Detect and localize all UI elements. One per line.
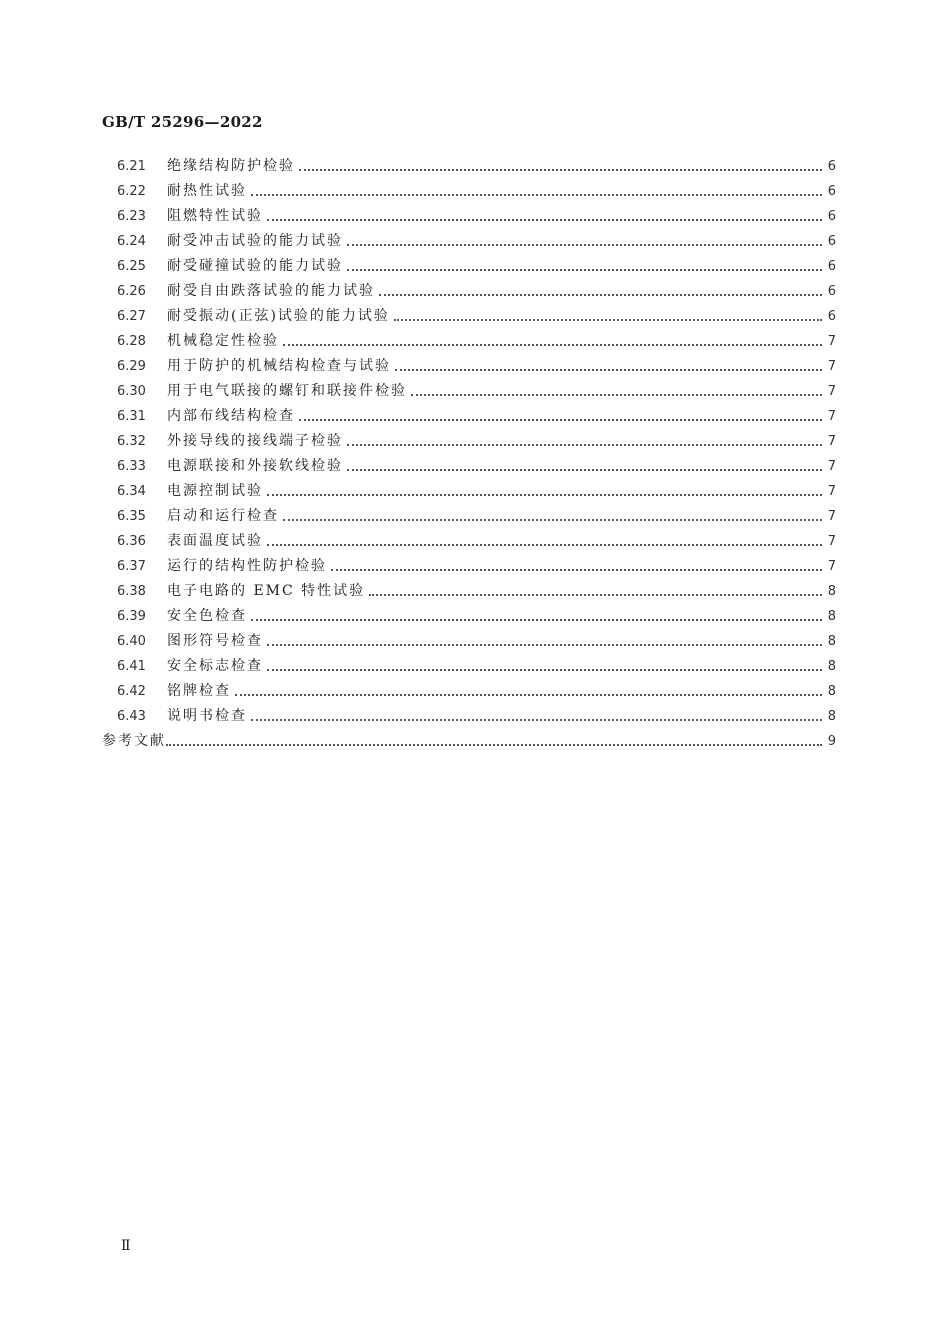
- toc-entry-title: 电源控制试验: [167, 483, 263, 499]
- toc-entry-bibliography[interactable]: [102, 729, 836, 754]
- toc-entry-number: 6.33: [117, 459, 146, 474]
- dot-leader: [331, 568, 822, 571]
- toc-entry[interactable]: [117, 229, 836, 254]
- toc-entry[interactable]: [117, 279, 836, 304]
- toc-entry[interactable]: [117, 429, 836, 454]
- toc-entry-title: 耐热性试验: [167, 183, 247, 199]
- toc-entry-title: 参考文献: [102, 733, 166, 749]
- toc-entry-number: 6.42: [117, 684, 146, 699]
- toc-entry-number: 6.24: [117, 234, 146, 249]
- dot-leader: [347, 443, 822, 446]
- toc-entry-number: 6.34: [117, 484, 146, 499]
- toc-entry[interactable]: [117, 304, 836, 329]
- toc-entry-page: 7: [827, 334, 836, 349]
- toc-entry-title: 机械稳定性检验: [167, 333, 279, 349]
- toc-entry-number: 6.31: [117, 409, 146, 424]
- dot-leader: [267, 643, 822, 646]
- toc-entry-number: 6.25: [117, 259, 146, 274]
- toc-entry[interactable]: [117, 629, 836, 654]
- toc-entry-number: 6.39: [117, 609, 146, 624]
- toc-entry-page: 6: [827, 159, 836, 174]
- toc-entry-page: 8: [827, 659, 836, 674]
- toc-entry-number: 6.30: [117, 384, 146, 399]
- toc-entry-page: 7: [827, 534, 836, 549]
- toc-entry-number: 6.43: [117, 709, 146, 724]
- dot-leader: [251, 618, 822, 621]
- dot-leader: [299, 168, 822, 171]
- toc-entry-title: 耐受自由跌落试验的能力试验: [167, 283, 375, 299]
- toc-entry-number: 6.29: [117, 359, 146, 374]
- toc-entry-page: 7: [827, 434, 836, 449]
- dot-leader: [267, 668, 822, 671]
- toc-entry-title: 耐受碰撞试验的能力试验: [167, 258, 343, 274]
- toc-entry-page: 6: [827, 284, 836, 299]
- toc-entry[interactable]: [117, 154, 836, 179]
- toc-entry-title: 外接导线的接线端子检验: [167, 433, 343, 449]
- toc-entry-page: 8: [827, 634, 836, 649]
- toc-entry-page: 7: [827, 359, 836, 374]
- dot-leader: [347, 268, 822, 271]
- dot-leader: [251, 718, 822, 721]
- toc-entry-page: 8: [827, 584, 836, 599]
- toc-entry-page: 7: [827, 409, 836, 424]
- toc-entry-page: 6: [827, 259, 836, 274]
- toc-entry-title: 表面温度试验: [167, 533, 263, 549]
- toc-entry-page: 6: [827, 234, 836, 249]
- dot-leader: [379, 293, 822, 296]
- toc-entry-page: 9: [827, 734, 836, 749]
- toc-entry-page: 8: [827, 609, 836, 624]
- toc-entry[interactable]: [117, 529, 836, 554]
- toc-entry-page: 6: [827, 184, 836, 199]
- toc-entry-page: 7: [827, 484, 836, 499]
- toc-entry-number: 6.23: [117, 209, 146, 224]
- toc-entry[interactable]: [117, 179, 836, 204]
- toc-entry[interactable]: [117, 554, 836, 579]
- toc-entry[interactable]: [117, 479, 836, 504]
- toc-entry[interactable]: [117, 604, 836, 629]
- toc-entry-title: 安全色检查: [167, 608, 247, 624]
- toc-entry-title: 绝缘结构防护检验: [167, 158, 295, 174]
- dot-leader: [267, 543, 822, 546]
- toc-entry[interactable]: [117, 454, 836, 479]
- toc-entry-number: 6.32: [117, 434, 146, 449]
- dot-leader: [267, 493, 822, 496]
- toc-entry-page: 8: [827, 709, 836, 724]
- dot-leader: [394, 318, 822, 321]
- toc-entry-page: 7: [827, 559, 836, 574]
- toc-entry-number: 6.26: [117, 284, 146, 299]
- toc-entry-page: 7: [827, 509, 836, 524]
- toc-entry-page: 6: [827, 209, 836, 224]
- toc-entry-title: 耐受振动(正弦)试验的能力试验: [167, 308, 390, 324]
- toc-entry-title: 安全标志检查: [167, 658, 263, 674]
- toc-entry-title: 铭牌检查: [167, 683, 231, 699]
- toc-entry-page: 7: [827, 384, 836, 399]
- toc-entry-number: 6.21: [117, 159, 146, 174]
- dot-leader: [283, 343, 822, 346]
- toc-entry[interactable]: [117, 504, 836, 529]
- toc-entry-title: 说明书检查: [167, 708, 247, 724]
- toc-entry-title: 用于防护的机械结构检查与试验: [167, 358, 391, 374]
- toc-entry-number: 6.27: [117, 309, 146, 324]
- dot-leader: [283, 518, 822, 521]
- toc-entry[interactable]: [117, 329, 836, 354]
- toc-entry[interactable]: [117, 404, 836, 429]
- toc-entry-title: 内部布线结构检查: [167, 408, 295, 424]
- dot-leader: [395, 368, 822, 371]
- toc-entry[interactable]: [117, 654, 836, 679]
- dot-leader: [347, 243, 822, 246]
- toc-entry-title: 启动和运行检查: [167, 508, 279, 524]
- toc-entry-number: 6.41: [117, 659, 146, 674]
- toc-entry[interactable]: [117, 679, 836, 704]
- dot-leader: [299, 418, 822, 421]
- toc-entry-title: 图形符号检查: [167, 633, 263, 649]
- page-number: Ⅱ: [121, 1238, 131, 1254]
- toc-entry[interactable]: [117, 204, 836, 229]
- dot-leader: [369, 593, 822, 596]
- toc-entry[interactable]: [117, 354, 836, 379]
- toc-entry[interactable]: [117, 254, 836, 279]
- toc-entry-number: 6.37: [117, 559, 146, 574]
- toc-entry-number: 6.35: [117, 509, 146, 524]
- toc-entry-title: 电子电路的 EMC 特性试验: [167, 583, 366, 599]
- toc-entry-page: 6: [827, 309, 836, 324]
- dot-leader: [251, 193, 822, 196]
- toc-entry[interactable]: [117, 579, 836, 604]
- toc-entry-number: 6.36: [117, 534, 146, 549]
- dot-leader: [166, 743, 822, 746]
- toc-entry-title: 耐受冲击试验的能力试验: [167, 233, 343, 249]
- toc-entry[interactable]: [117, 704, 836, 729]
- toc-entry-page: 7: [827, 459, 836, 474]
- dot-leader: [267, 218, 822, 221]
- dot-leader: [411, 393, 822, 396]
- toc-entry-title: 阻燃特性试验: [167, 208, 263, 224]
- document-code: GB/T 25296—2022: [102, 113, 263, 131]
- toc-entry-number: 6.22: [117, 184, 146, 199]
- toc-entry-title: 电源联接和外接软线检验: [167, 458, 343, 474]
- toc-entry-number: 6.38: [117, 584, 146, 599]
- toc-entry-number: 6.40: [117, 634, 146, 649]
- toc-entry-page: 8: [827, 684, 836, 699]
- toc-entry-title: 用于电气联接的螺钉和联接件检验: [167, 383, 407, 399]
- dot-leader: [347, 468, 822, 471]
- toc-entry-title: 运行的结构性防护检验: [167, 558, 327, 574]
- toc-entry[interactable]: [117, 379, 836, 404]
- dot-leader: [235, 693, 822, 696]
- toc-entry-number: 6.28: [117, 334, 146, 349]
